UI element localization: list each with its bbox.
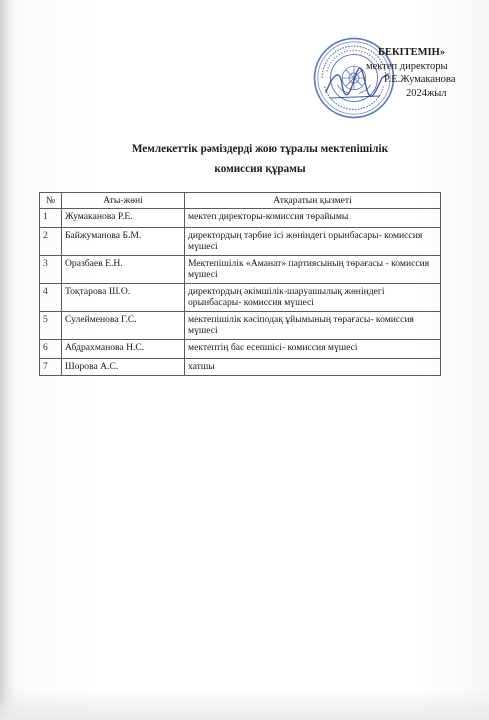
row-number: 5: [40, 312, 62, 340]
row-role: Мектепішілік «Аманат» партиясының төрағасы - комиссия мүшесі: [185, 256, 441, 284]
row-number: 3: [40, 256, 62, 284]
row-name: Сулейменова Г.С.: [62, 312, 185, 340]
table-row: [40, 312, 441, 340]
document-title: [100, 139, 420, 179]
header-name: Аты-жөні: [62, 193, 185, 209]
row-name: Шорова А.С.: [62, 359, 185, 376]
row-number: 6: [40, 340, 62, 359]
table-row: [40, 209, 441, 228]
row-name: Тоқтарова Ш.О.: [62, 284, 185, 312]
row-name: Оразбаев Е.Н.: [62, 256, 185, 284]
row-role: мектепішілік кәсіподақ ұйымының төрағасы- комиссия мүшесі: [185, 312, 441, 340]
row-name: Байжуманова Б.М.: [62, 228, 185, 256]
row-role: мектеп директоры-комиссия төрайымы: [185, 209, 441, 228]
row-name: Жумаканова Р.Е.: [62, 209, 185, 228]
table-row: [40, 256, 441, 284]
approval-year: 2024жыл: [406, 87, 447, 99]
table-row: [40, 228, 441, 256]
table-row: [40, 359, 441, 376]
row-number: 4: [40, 284, 62, 312]
row-number: 1: [40, 209, 62, 228]
row-number: 7: [40, 359, 62, 376]
approval-heading: БЕКІТЕМІН»: [378, 47, 446, 58]
row-role: мектептің бас есепшісі- комиссия мүшесі: [185, 340, 441, 359]
table-row: [40, 340, 441, 359]
table-header-row: [40, 193, 441, 209]
approval-position: мектеп директоры: [366, 60, 448, 72]
row-role: директордың әкімшілік-шаруашылық жөніндегі орынбасары- комиссия мүшесі: [185, 284, 441, 312]
page-bottom-shadow: [0, 690, 489, 720]
row-number: 2: [40, 228, 62, 256]
page-edge-shadow: [0, 0, 14, 720]
row-role: директордың тәрбие ісі жөніндегі орынбасары- комиссия мүшесі: [185, 228, 441, 256]
title-line-1: Мемлекеттік рәміздерді жою тұралы мектепішілік: [131, 143, 389, 155]
table-row: [40, 284, 441, 312]
approval-block: [352, 46, 482, 100]
row-role: хатшы: [185, 359, 441, 376]
commission-table: [39, 192, 441, 376]
header-number: №: [40, 193, 62, 209]
row-name: Абдрахманова Н.С.: [62, 340, 185, 359]
header-role: Атқаратын қызметі: [185, 193, 441, 209]
title-line-2: комиссия құрамы: [214, 163, 306, 175]
approval-signer: Р.Е.Жумаканова: [384, 74, 456, 85]
